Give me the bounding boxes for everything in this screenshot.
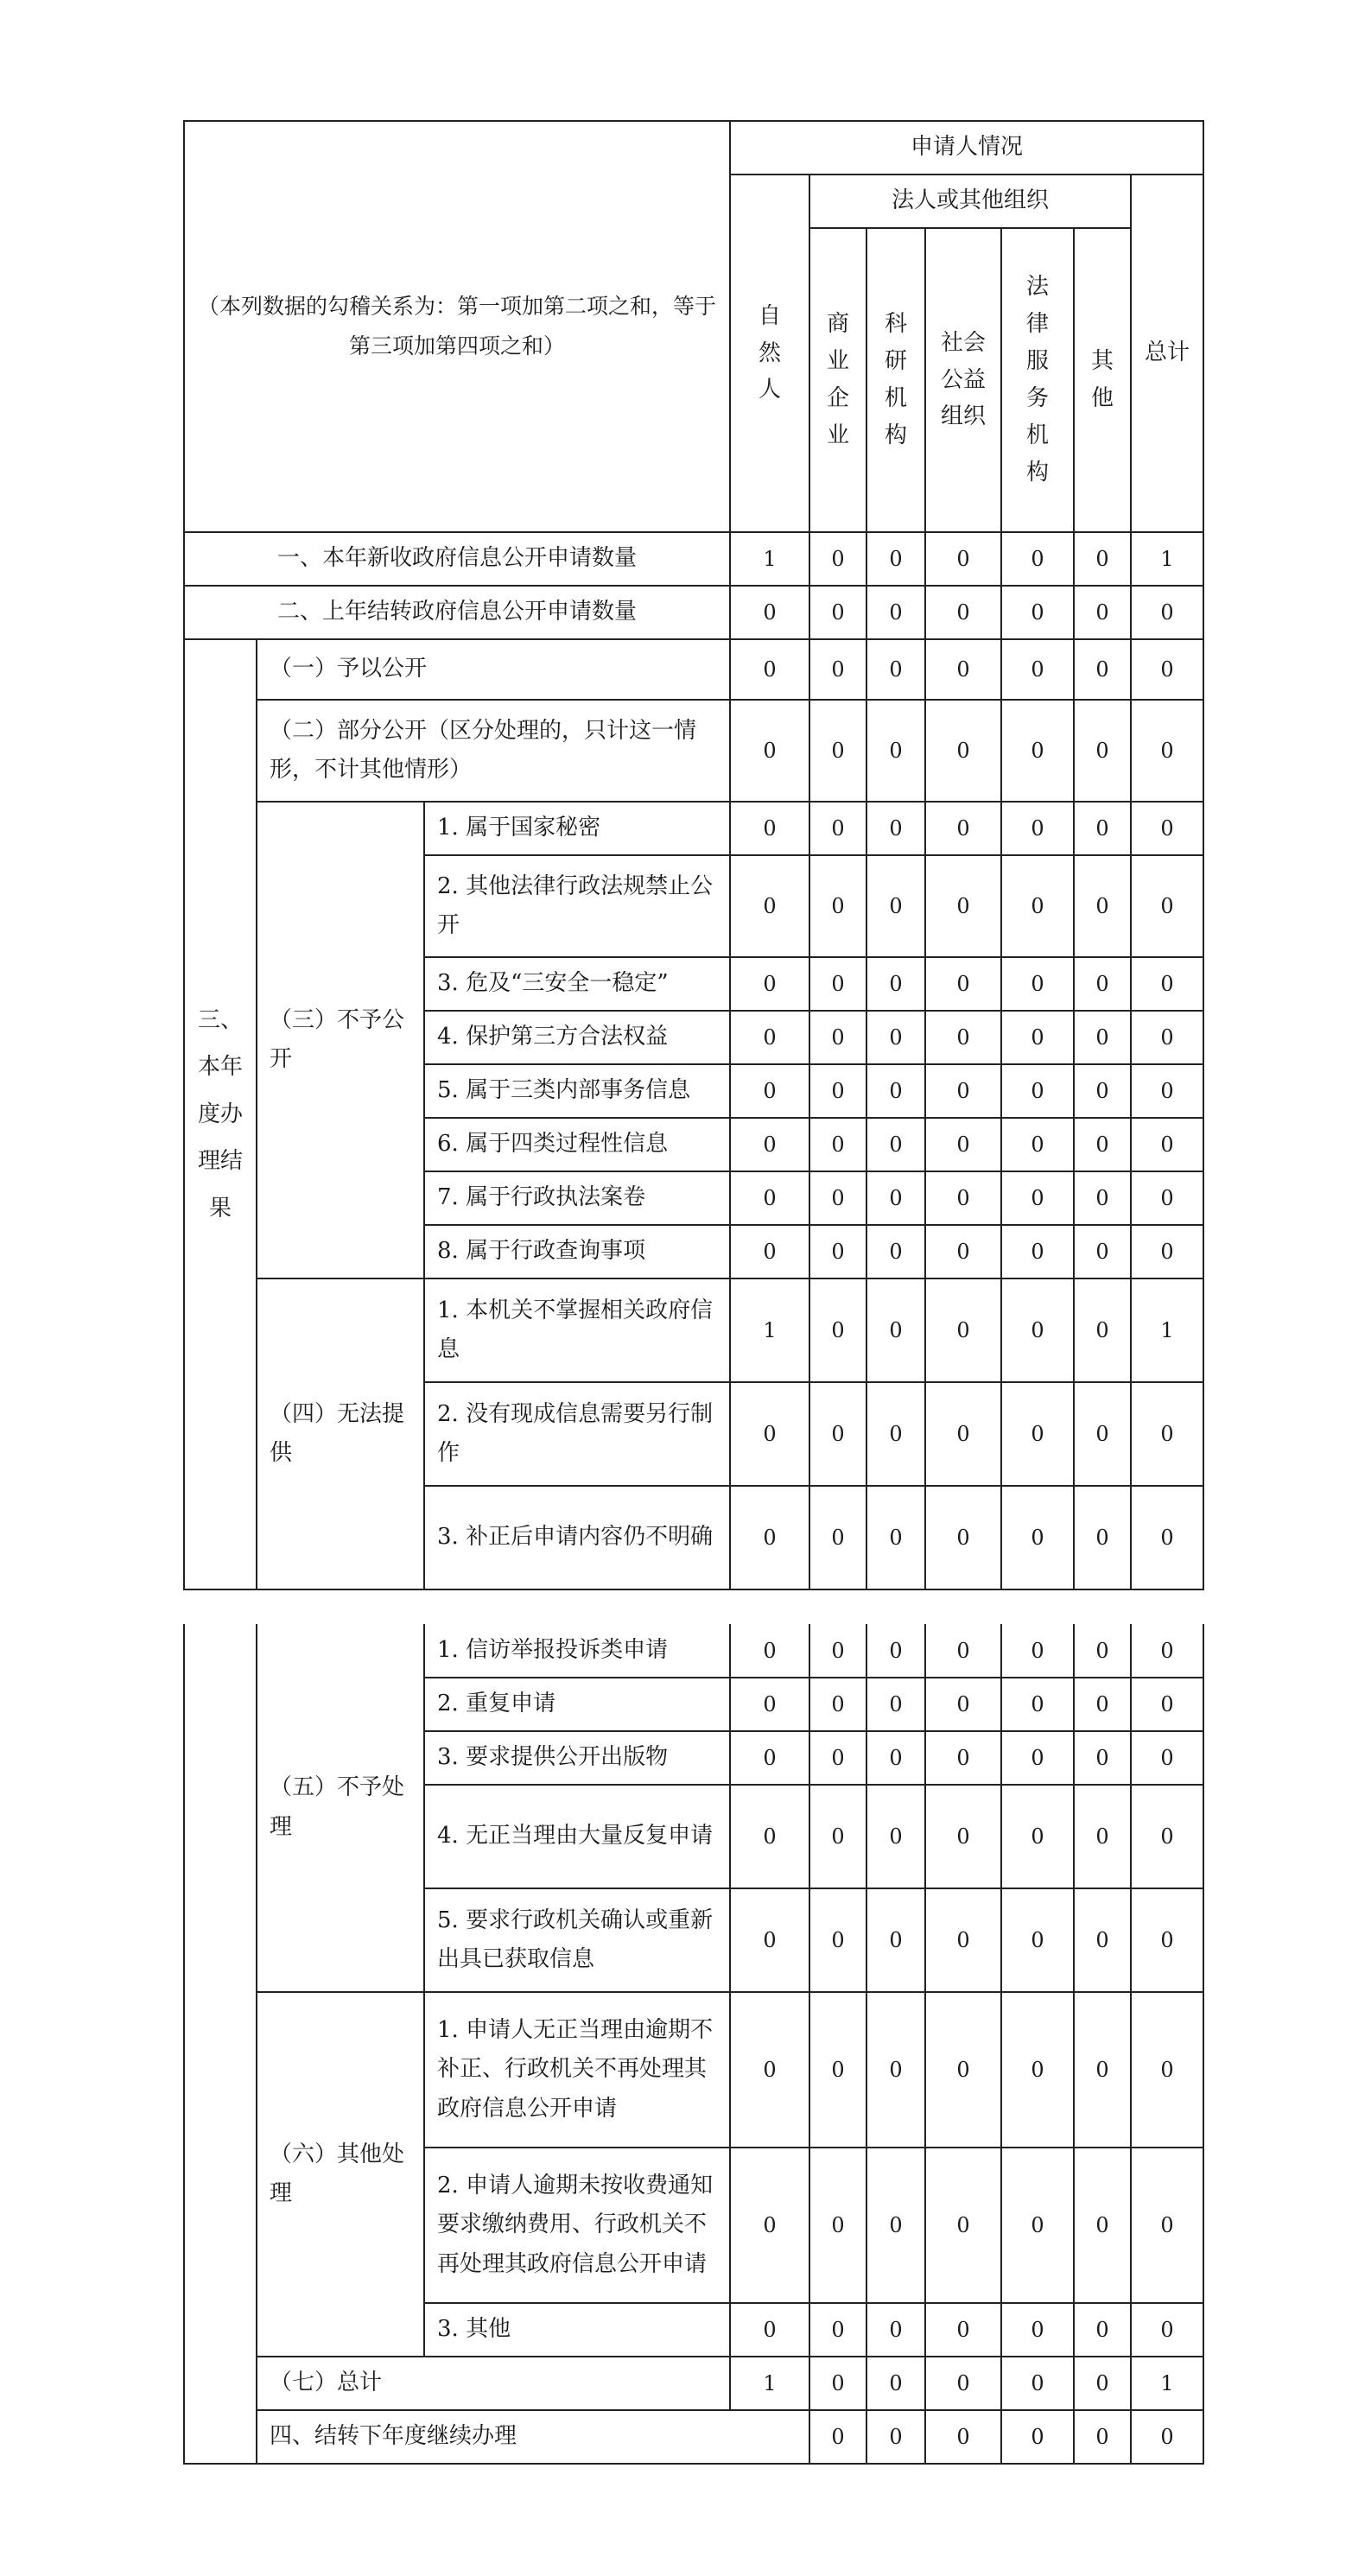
cell-value: 1	[730, 532, 809, 586]
cell-value: 0	[1001, 855, 1074, 957]
table-row	[184, 532, 1203, 586]
cell-value: 0	[1131, 1171, 1203, 1225]
cell-value: 0	[1131, 1785, 1203, 1888]
header-applicant-situation: 申请人情况	[730, 121, 1203, 174]
cell-value: 0	[925, 855, 1001, 957]
cell-value: 0	[1074, 639, 1131, 700]
cell-value: 0	[866, 1011, 925, 1064]
cell-value: 0	[1001, 700, 1074, 802]
cell-value: 0	[1074, 1278, 1131, 1382]
cell-value: 0	[1074, 2357, 1131, 2410]
table-row	[184, 639, 1203, 700]
statistics-table-part2	[183, 1624, 1204, 2465]
cell-value: 0	[1131, 1992, 1203, 2148]
cell-value: 1	[1131, 1278, 1203, 1382]
cell-value: 0	[925, 957, 1001, 1011]
cell-value: 0	[1131, 855, 1203, 957]
cell-value: 0	[809, 1118, 866, 1171]
cell-value: 0	[866, 1225, 925, 1278]
cell-value: 0	[1131, 1382, 1203, 1486]
item-label: 8. 属于行政查询事项	[424, 1225, 730, 1278]
cell-value: 0	[866, 532, 925, 586]
cell-value: 0	[1131, 639, 1203, 700]
cell-value: 0	[1074, 802, 1131, 855]
cell-value: 0	[809, 532, 866, 586]
cell-value: 0	[809, 1888, 866, 1992]
cell-value: 0	[925, 532, 1001, 586]
cell-value: 0	[1001, 586, 1074, 639]
cell-value: 0	[1001, 1118, 1074, 1171]
cell-value: 0	[1074, 1731, 1131, 1785]
cell-value: 0	[925, 1225, 1001, 1278]
cell-value: 0	[1001, 2357, 1074, 2410]
cell-value: 0	[866, 802, 925, 855]
cell-value: 0	[866, 2303, 925, 2357]
cell-value: 0	[730, 1678, 809, 1731]
cell-value: 0	[866, 1064, 925, 1118]
cell-value: 0	[730, 2303, 809, 2357]
cell-value: 0	[1074, 1011, 1131, 1064]
cell-value: 0	[1001, 802, 1074, 855]
cell-value: 0	[925, 1486, 1001, 1589]
cell-value: 0	[925, 2357, 1001, 2410]
cell-value: 0	[809, 1992, 866, 2148]
cell-value: 0	[866, 1118, 925, 1171]
cell-value: 0	[866, 700, 925, 802]
table-row	[184, 586, 1203, 639]
cell-value: 0	[730, 1011, 809, 1064]
header-legal-org: 法人或其他组织	[809, 174, 1131, 228]
cell-value: 0	[809, 1678, 866, 1731]
row-label: 四、结转下年度继续办理	[257, 2410, 809, 2464]
cell-value: 0	[1001, 2148, 1074, 2303]
cell-value: 0	[866, 1888, 925, 1992]
cell-value: 0	[730, 1992, 809, 2148]
cell-value: 0	[730, 700, 809, 802]
cell-value: 0	[809, 639, 866, 700]
item-label: 5. 要求行政机关确认或重新出具已获取信息	[424, 1888, 730, 1992]
cell-value: 0	[1131, 1011, 1203, 1064]
cell-value: 0	[730, 1486, 809, 1589]
col-business: 商业企业	[809, 228, 866, 532]
cell-value: 0	[1074, 2303, 1131, 2357]
cell-value: 0	[1001, 1171, 1074, 1225]
group-label: （四）无法提供	[257, 1278, 424, 1589]
cell-value: 0	[925, 639, 1001, 700]
cell-value: 0	[730, 1171, 809, 1225]
cell-value: 0	[1131, 1731, 1203, 1785]
table-row	[184, 802, 1203, 855]
cell-value: 0	[866, 586, 925, 639]
cell-value: 0	[866, 1382, 925, 1486]
item-label: 2. 申请人逾期未按收费通知要求缴纳费用、行政机关不再处理其政府信息公开申请	[424, 2148, 730, 2303]
cell-value: 0	[809, 2410, 866, 2464]
cell-value: 0	[1001, 1785, 1074, 1888]
cell-value: 0	[730, 1225, 809, 1278]
cell-value: 0	[1131, 586, 1203, 639]
cell-value: 0	[925, 2303, 1001, 2357]
cell-value: 0	[1131, 1486, 1203, 1589]
cell-value: 0	[1001, 1992, 1074, 2148]
cell-value: 0	[730, 1118, 809, 1171]
cell-value: 0	[1074, 1064, 1131, 1118]
group-label: （三）不予公开	[257, 802, 424, 1278]
cell-value: 0	[1074, 1382, 1131, 1486]
cell-value: 0	[1074, 1624, 1131, 1678]
cell-value: 0	[1074, 2148, 1131, 2303]
col-other: 其他	[1074, 228, 1131, 532]
item-label: 2. 重复申请	[424, 1678, 730, 1731]
row-label: （一）予以公开	[257, 639, 730, 700]
cell-value: 0	[1131, 700, 1203, 802]
cell-value: 0	[730, 802, 809, 855]
cell-value: 0	[1001, 2303, 1074, 2357]
cell-value: 0	[730, 855, 809, 957]
section-3-continued	[184, 1624, 257, 2464]
item-label: 7. 属于行政执法案卷	[424, 1171, 730, 1225]
cell-value: 0	[925, 586, 1001, 639]
cell-value: 0	[809, 855, 866, 957]
cell-value: 0	[809, 1225, 866, 1278]
cell-value: 0	[1131, 1225, 1203, 1278]
row-label: （二）部分公开（区分处理的，只计这一情形，不计其他情形）	[257, 700, 730, 802]
cell-value: 0	[925, 2410, 1001, 2464]
cell-value: 0	[730, 1888, 809, 1992]
item-label: 4. 保护第三方合法权益	[424, 1011, 730, 1064]
cell-value: 0	[925, 1011, 1001, 1064]
cell-value: 0	[1001, 639, 1074, 700]
cell-value: 0	[809, 2303, 866, 2357]
cell-value: 0	[1074, 1225, 1131, 1278]
cell-value: 0	[809, 1486, 866, 1589]
cell-value: 0	[925, 1171, 1001, 1225]
cell-value: 0	[730, 2148, 809, 2303]
cell-value: 0	[809, 802, 866, 855]
cell-value: 0	[1001, 1888, 1074, 1992]
item-label: 1. 本机关不掌握相关政府信息	[424, 1278, 730, 1382]
table-row	[184, 1624, 1203, 1678]
cell-value: 0	[730, 1624, 809, 1678]
item-label: 4. 无正当理由大量反复申请	[424, 1785, 730, 1888]
cell-value: 0	[730, 1382, 809, 1486]
cell-value: 0	[809, 957, 866, 1011]
item-label: 1. 申请人无正当理由逾期不补正、行政机关不再处理其政府信息公开申请	[424, 1992, 730, 2148]
cell-value: 1	[730, 1278, 809, 1382]
cell-value: 0	[730, 639, 809, 700]
cell-value: 0	[1001, 1278, 1074, 1382]
cell-value: 0	[1131, 2303, 1203, 2357]
item-label: 6. 属于四类过程性信息	[424, 1118, 730, 1171]
cell-value: 0	[809, 1624, 866, 1678]
table-row	[184, 2357, 1203, 2410]
cell-value: 0	[866, 1624, 925, 1678]
cell-value: 0	[1001, 532, 1074, 586]
row-label: 二、上年结转政府信息公开申请数量	[184, 586, 730, 639]
cell-value: 0	[1001, 1678, 1074, 1731]
cell-value: 0	[1074, 1678, 1131, 1731]
row-label: （七）总计	[257, 2357, 730, 2410]
cell-value: 0	[1074, 1992, 1131, 2148]
cell-value: 0	[1074, 1486, 1131, 1589]
cell-value: 0	[809, 700, 866, 802]
table-row	[184, 2410, 1203, 2464]
item-label: 2. 没有现成信息需要另行制作	[424, 1382, 730, 1486]
table-row	[184, 700, 1203, 802]
cell-value: 0	[1074, 1888, 1131, 1992]
table-row	[184, 1992, 1203, 2148]
cell-value: 0	[1074, 532, 1131, 586]
cell-value: 0	[809, 1278, 866, 1382]
item-label: 2. 其他法律行政法规禁止公开	[424, 855, 730, 957]
cell-value: 0	[809, 1171, 866, 1225]
cell-value: 0	[809, 2148, 866, 2303]
cell-value: 0	[809, 1731, 866, 1785]
cell-value: 0	[809, 1011, 866, 1064]
cell-value: 0	[1074, 957, 1131, 1011]
cell-value: 0	[730, 957, 809, 1011]
table-row	[184, 1278, 1203, 1382]
item-label: 1. 信访举报投诉类申请	[424, 1624, 730, 1678]
cell-value: 0	[925, 1785, 1001, 1888]
cell-value: 0	[809, 2357, 866, 2410]
cell-value: 0	[1001, 1624, 1074, 1678]
cell-value: 0	[866, 2410, 925, 2464]
cell-value: 0	[925, 802, 1001, 855]
item-label: 5. 属于三类内部事务信息	[424, 1064, 730, 1118]
cell-value: 0	[866, 1992, 925, 2148]
cell-value: 0	[1001, 2410, 1074, 2464]
cell-value: 0	[866, 639, 925, 700]
cell-value: 0	[809, 1382, 866, 1486]
item-label: 1. 属于国家秘密	[424, 802, 730, 855]
item-label: 3. 危及“三安全一稳定”	[424, 957, 730, 1011]
cell-value: 0	[866, 1678, 925, 1731]
row-label: 一、本年新收政府信息公开申请数量	[184, 532, 730, 586]
cell-value: 0	[925, 700, 1001, 802]
cell-value: 0	[1001, 957, 1074, 1011]
cell-value: 0	[1074, 1171, 1131, 1225]
cell-value: 1	[1131, 532, 1203, 586]
cell-value: 0	[866, 957, 925, 1011]
cell-value: 0	[1001, 1486, 1074, 1589]
cell-value: 0	[1131, 957, 1203, 1011]
header-note: （本列数据的勾稽关系为：第一项加第二项之和，等于第三项加第四项之和）	[184, 121, 730, 532]
cell-value: 0	[925, 1731, 1001, 1785]
cell-value: 0	[809, 1785, 866, 1888]
cell-value: 1	[730, 2357, 809, 2410]
cell-value: 0	[866, 2357, 925, 2410]
cell-value: 0	[1074, 855, 1131, 957]
cell-value: 0	[866, 2148, 925, 2303]
cell-value: 0	[1131, 1118, 1203, 1171]
col-research: 科研机构	[866, 228, 925, 532]
cell-value: 0	[925, 2148, 1001, 2303]
cell-value: 0	[866, 1731, 925, 1785]
cell-value: 0	[809, 586, 866, 639]
cell-value: 0	[1131, 1624, 1203, 1678]
cell-value: 0	[1074, 586, 1131, 639]
cell-value: 0	[866, 855, 925, 957]
item-label: 3. 要求提供公开出版物	[424, 1731, 730, 1785]
cell-value: 0	[1001, 1225, 1074, 1278]
cell-value: 0	[730, 1064, 809, 1118]
group-label: （六）其他处理	[257, 1992, 424, 2357]
col-legal-service: 法律服务机构	[1001, 228, 1074, 532]
cell-value: 0	[925, 1278, 1001, 1382]
cell-value: 0	[866, 1171, 925, 1225]
cell-value: 0	[1131, 1064, 1203, 1118]
cell-value: 0	[925, 1064, 1001, 1118]
cell-value: 0	[1074, 1118, 1131, 1171]
cell-value: 0	[925, 1118, 1001, 1171]
cell-value: 0	[1001, 1731, 1074, 1785]
cell-value: 0	[925, 1992, 1001, 2148]
item-label: 3. 其他	[424, 2303, 730, 2357]
cell-value: 0	[925, 1624, 1001, 1678]
cell-value: 0	[809, 1064, 866, 1118]
cell-value: 0	[866, 1486, 925, 1589]
cell-value: 0	[1131, 2148, 1203, 2303]
item-label: 3. 补正后申请内容仍不明确	[424, 1486, 730, 1589]
group-label: （五）不予处理	[257, 1624, 424, 1992]
cell-value: 0	[925, 1888, 1001, 1992]
cell-value: 0	[866, 1785, 925, 1888]
cell-value: 0	[925, 1382, 1001, 1486]
cell-value: 0	[1131, 1678, 1203, 1731]
cell-value: 0	[1131, 802, 1203, 855]
section-3-label: 三、本年度办理结果	[184, 639, 257, 1589]
col-natural-person: 自然人	[730, 174, 809, 532]
statistics-table-part1	[183, 120, 1204, 1590]
cell-value: 0	[1074, 700, 1131, 802]
cell-value: 0	[730, 586, 809, 639]
col-public-welfare: 社会公益组织	[925, 228, 1001, 532]
cell-value: 0	[1131, 2410, 1203, 2464]
cell-value: 0	[1001, 1382, 1074, 1486]
cell-value: 0	[1001, 1011, 1074, 1064]
cell-value: 1	[1131, 2357, 1203, 2410]
cell-value: 0	[730, 1785, 809, 1888]
cell-value: 0	[866, 1278, 925, 1382]
cell-value: 0	[925, 1678, 1001, 1731]
cell-value: 0	[730, 1731, 809, 1785]
col-total: 总计	[1131, 174, 1203, 532]
cell-value: 0	[1074, 1785, 1131, 1888]
cell-value: 0	[1001, 1064, 1074, 1118]
cell-value: 0	[1074, 2410, 1131, 2464]
cell-value: 0	[1131, 1888, 1203, 1992]
